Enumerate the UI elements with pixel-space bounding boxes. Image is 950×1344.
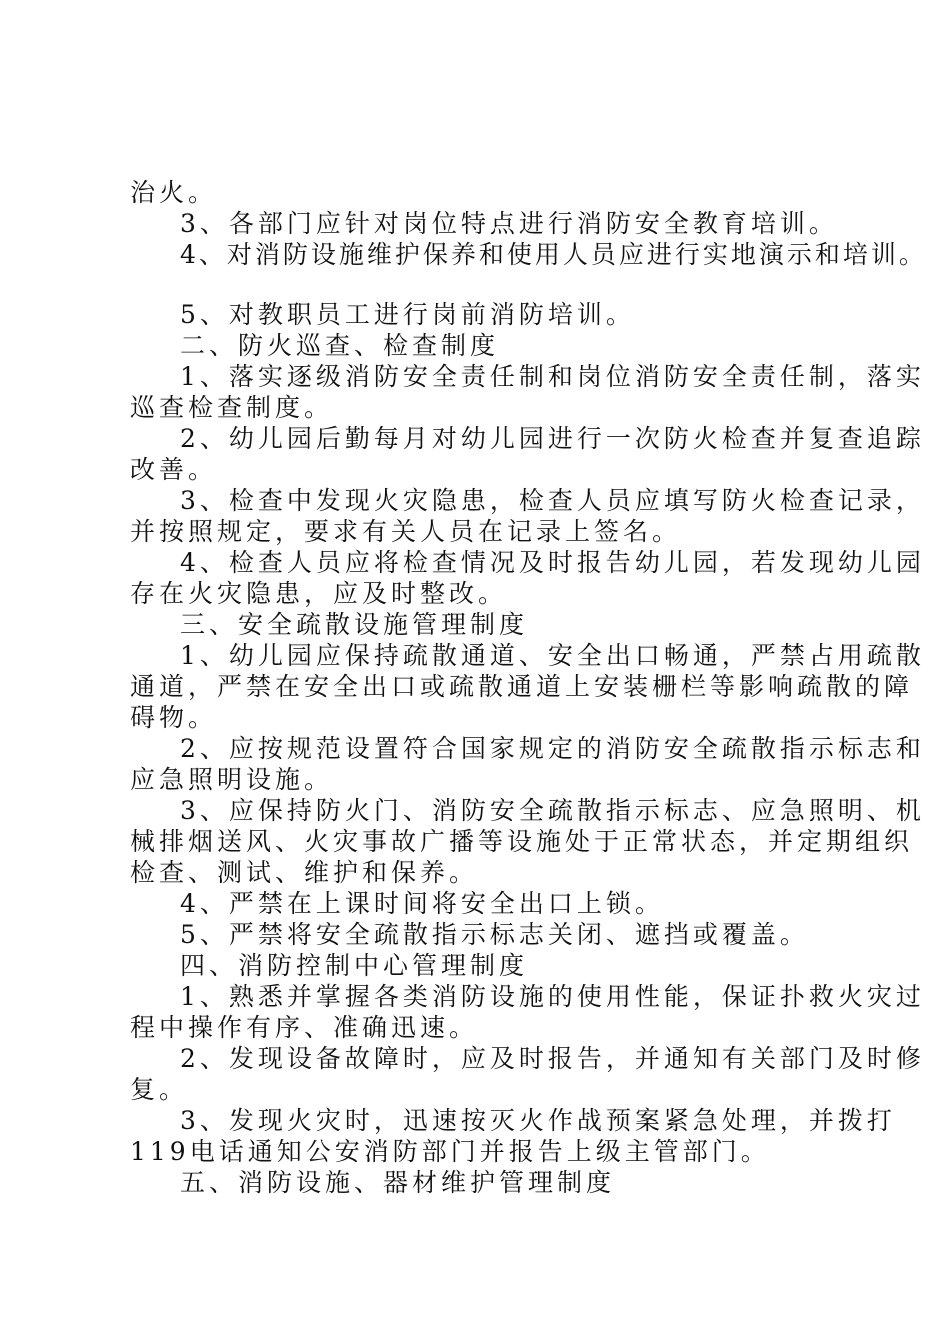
- text-line: 2、发现设备故障时，应及时报告，并通知有关部门及时修: [180, 1044, 925, 1073]
- text-line: 2、应按规范设置符合国家规定的消防安全疏散指示标志和: [180, 734, 925, 763]
- text-line: 并按照规定，要求有关人员在记录上签名。: [130, 517, 682, 546]
- text-line: 通道，严禁在安全出口或疏散通道上安装栅栏等影响疏散的障: [130, 672, 914, 701]
- text-line: 4、检查人员应将检查情况及时报告幼儿园，若发现幼儿园: [180, 548, 925, 577]
- text-line: 3、应保持防火门、消防安全疏散指示标志、应急照明、机: [180, 796, 925, 825]
- text-line: 碍物。: [130, 703, 218, 732]
- text-line: 4、严禁在上课时间将安全出口上锁。: [180, 889, 664, 918]
- text-line: 3、各部门应针对岗位特点进行消防安全教育培训。: [180, 209, 838, 238]
- text-line: 巡查检查制度。: [130, 393, 334, 422]
- text-line: 4、对消防设施维护保养和使用人员应进行实地演示和培训。: [180, 240, 927, 269]
- text-line: 治火。: [130, 178, 218, 207]
- text-line: 改善。: [130, 455, 218, 484]
- text-line: 3、检查中发现火灾隐患，检查人员应填写防火检查记录，: [180, 486, 925, 515]
- text-line: 2、幼儿园后勤每月对幼儿园进行一次防火检查并复查追踪: [180, 424, 925, 453]
- text-line: 3、发现火灾时，迅速按灭火作战预案紧急处理，并拨打: [180, 1106, 896, 1135]
- text-line: 1、落实逐级消防安全责任制和岗位消防安全责任制，落实: [180, 362, 925, 391]
- text-line: 5、严禁将安全疏散指示标志关闭、遮挡或覆盖。: [180, 920, 809, 949]
- text-line: 应急照明设施。: [130, 765, 334, 794]
- text-line: 检查、测试、维护和保养。: [130, 858, 479, 887]
- text-line: 1、熟悉并掌握各类消防设施的使用性能，保证扑救火灾过: [180, 982, 925, 1011]
- section-heading: 五、消防设施、器材维护管理制度: [180, 1168, 616, 1197]
- section-heading: 四、消防控制中心管理制度: [180, 951, 529, 980]
- text-line: 5、对教职员工进行岗前消防培训。: [180, 300, 635, 329]
- section-heading: 二、防火巡查、检查制度: [180, 331, 500, 360]
- text-line: 械排烟送风、火灾事故广播等设施处于正常状态，并定期组织: [130, 827, 914, 856]
- text-line: 119电话通知公安消防部门并报告上级主管部门。: [130, 1137, 770, 1166]
- section-heading: 三、安全疏散设施管理制度: [180, 610, 529, 639]
- text-line: 复。: [130, 1075, 189, 1104]
- text-line: 1、幼儿园应保持疏散通道、安全出口畅通，严禁占用疏散: [180, 641, 925, 670]
- text-line: 存在火灾隐患，应及时整改。: [130, 579, 508, 608]
- text-line: 程中操作有序、准确迅速。: [130, 1013, 479, 1042]
